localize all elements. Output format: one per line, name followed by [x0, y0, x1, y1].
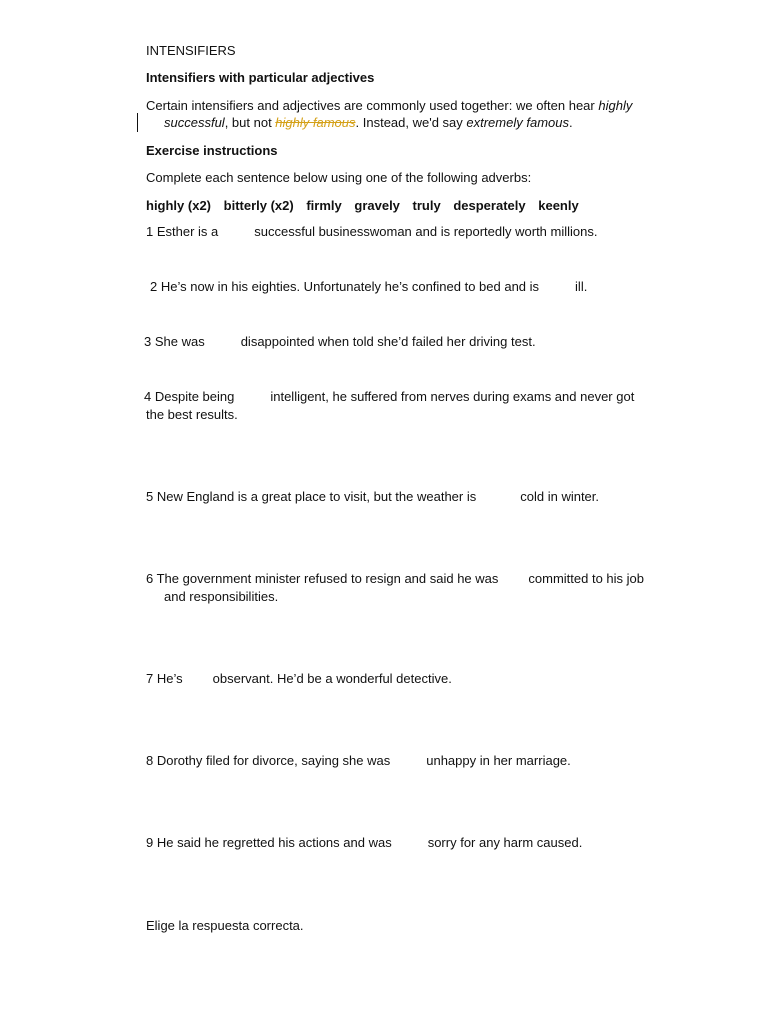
adverb-list — [146, 197, 588, 215]
adverb-item: truly — [412, 198, 441, 213]
exercise-item-6-cont: and responsibilities. — [164, 589, 279, 604]
adverb-item: highly (x2) — [146, 198, 212, 213]
exercise-item-5: 5 New England is a great place to visit, but the weather is cold in winter. — [146, 489, 600, 504]
adverb-item: bitterly (x2) — [223, 198, 294, 213]
exercise-item-4-cont: the best results. — [146, 407, 238, 422]
intro-paragraph-cont: successful, but not highly famous. Instead, we'd say extremely famous. — [164, 115, 573, 130]
exercise-item-6: 6 The government minister refused to resign and said he was committed to his job — [146, 571, 645, 586]
exercise-item-2: 2 He’s now in his eighties. Unfortunately he’s confined to bed and is ill. — [150, 279, 588, 294]
instructions-text: Complete each sentence below using one of the following adverbs: — [146, 170, 532, 185]
exercise-item-1: 1 Esther is a successful businesswoman and is reportedly worth millions. — [146, 224, 598, 239]
section-title: Intensifiers with particular adjectives — [146, 70, 375, 85]
exercise-item-8: 8 Dorothy filed for divorce, saying she was unhappy in her marriage. — [146, 753, 571, 768]
exercise-item-7: 7 He’s observant. He’d be a wonderful detective. — [146, 671, 452, 686]
exercise-item-3: 3 She was disappointed when told she’d failed her driving test. — [144, 334, 536, 349]
intro-paragraph: Certain intensifiers and adjectives are commonly used together: we often hear highly — [146, 98, 633, 113]
page-title: INTENSIFIERS — [146, 43, 236, 58]
footer-instruction: Elige la respuesta correcta. — [146, 918, 304, 933]
adverb-item: firmly — [306, 198, 342, 213]
instructions-title: Exercise instructions — [146, 143, 278, 158]
exercise-item-9: 9 He said he regretted his actions and was sorry for any harm caused. — [146, 835, 583, 850]
text-cursor — [137, 113, 138, 132]
adverb-item: desperately — [453, 198, 526, 213]
adverb-item: gravely — [354, 198, 400, 213]
adverb-item: keenly — [538, 198, 579, 213]
exercise-item-4: 4 Despite being intelligent, he suffered from nerves during exams and never got — [144, 389, 635, 404]
tracked-deletion: highly famous — [275, 115, 356, 130]
